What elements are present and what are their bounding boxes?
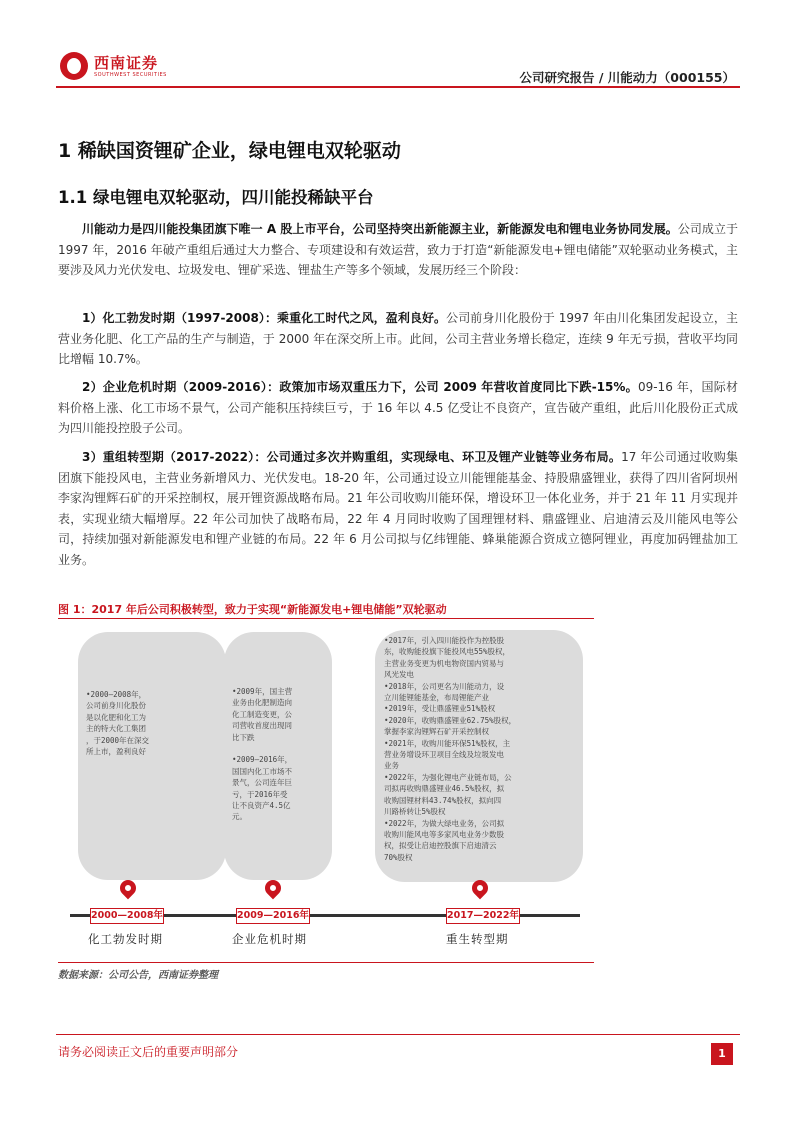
paragraph-stage-2-body: 09-16 年，国际材料价格上涨、化工市场不景气，公司产能积压持续巨亏，于 16 年以 4.5 亿受让不良资产，宣告破产重组，此后川化股份正式成为四川能投控股子公司。: [58, 380, 739, 435]
location-pin-icon: [262, 877, 285, 900]
page-number: 1: [711, 1043, 733, 1065]
stage-label-1: 化工勃发时期: [88, 932, 163, 946]
paragraph-stage-2-lead: 2）企业危机时期（2009-2016）：政策加市场双重压力下，公司 2009 年营收首度同比下跌-15%。: [82, 380, 638, 394]
figure-top-rule: [58, 618, 594, 619]
paragraph-stage-2: [58, 377, 738, 439]
section-heading: 1 稀缺国资锂矿企业，绿电锂电双轮驱动: [58, 140, 401, 162]
stage-card-3-text: •2017年，引入四川能投作为控股股 东，收购能投旗下能投风电55%股权， 主营业务变更为机电物资国内贸易与 风光发电 •2018年，公司更名为川能动力，设 立川能锂能基金，布局锂能产业 •2019年，受让鼎盛锂业51%股权 •2020年，收购鼎盛锂业62.75%股权， 掌握李家沟锂辉石矿开采控制权 •2021年，收购川能环保51%股权，主 营业务增设环卫项目全线及垃圾发电 业务 •2022年，为强化锂电产业链布局，公 司拟再收购鼎盛锂业46.5%股权，拟 收购国锂材料43.74%股权，拟向四 川路桥转让5%股权 •2022年，为做大绿电业务，公司拟 收购川能风电等多家风电业务少数股 权，拟受让启迪控股旗下启迪清云 70%股权: [384, 636, 517, 862]
company-logo: [60, 50, 220, 82]
stage-year-2: 2009—2016年: [236, 908, 310, 924]
stage-year-1: 2000—2008年: [90, 908, 164, 924]
footer-disclaimer: 请务必阅读正文后的重要声明部分: [58, 1045, 239, 1059]
stage-card-2-text: •2009年，国主营 业务由化肥制造向 化工制造变更，公 司营收首度出现同 比下跌 •2009—2016年， 国国内化工市场不 景气，公司连年巨 亏，于2016年受 让不良资产4.5亿 元。: [232, 687, 293, 822]
logo-cn: 西南证券: [94, 54, 159, 72]
figure-title: 图 1：2017 年后公司积极转型，致力于实现“新能源发电+锂电储能”双轮驱动: [58, 603, 447, 616]
paragraph-stage-3-lead: 3）重组转型期（2017-2022）：公司通过多次并购重组，实现绿电、环卫及锂产业链等业务布局。: [82, 450, 622, 464]
location-pin-icon: [117, 877, 140, 900]
paragraph-stage-1-body: 公司前身川化股份于 1997 年由川化集团发起设立，主营业务化肥、化工产品的生产与制造，于 2000 年在深交所上市。此间，公司主营业务增长稳定，连续 9 年无亏损，营收平均同比增幅 10.7%。: [58, 311, 739, 366]
paragraph-stage-3-body: 17 年公司通过收购集团旗下能投风电，主营业务新增风力、光伏发电。18-20 年，公司通过设立川能锂能基金、持股鼎盛锂业，获得了四川省阿坝州李家沟锂辉石矿的开采控制权，展开锂资源战略布局。21 年公司收购川能环保，增设环卫一体化业务，并于 21 年 11 月实现并表，实现业绩大幅增厚。22 年公司加快了战略布局，22 年 4 月同时收购了国理锂材料、鼎盛锂业、启迪清云及川能风电等公司，持续加强对新能源发电和锂产业链的布局。22 年 6 月公司拟与亿纬锂能、蜂巢能源合资成立德阿锂业，再度加码锂盐加工业务。: [58, 450, 738, 567]
figure-bottom-rule: [58, 962, 594, 963]
paragraph-intro-lead: 川能动力是四川能投集团旗下唯一 A 股上市平台，公司坚持突出新能源主业，新能源发电和锂电业务协同发展。: [82, 222, 678, 236]
stage-year-3: 2017—2022年: [446, 908, 520, 924]
paragraph-stage-3: [58, 447, 738, 570]
paragraph-intro-body: 公司成立于 1997 年，2016 年破产重组后通过大力整合、专项建设和有效运营，致力于打造“新能源发电+锂电储能”双轮驱动业务模式，主要涉及风力光伏发电、垃圾发电、锂矿采选、锂盐生产等多个领域，发展历经三个阶段：: [58, 222, 738, 277]
figure-source: 数据来源：公司公告，西南证券整理: [58, 970, 218, 981]
header-divider: [56, 86, 740, 88]
stage-card-1-text: •2000—2008年， 公司前身川化股份 是以化肥和化工为 主的特大化工集团 ，于2000年在深交 所上市，盈利良好: [86, 690, 150, 757]
logo-mark-icon: [60, 52, 88, 80]
paragraph-stage-1-lead: 1）化工勃发时期（1997-2008）：乘重化工时代之风，盈利良好。: [82, 311, 447, 325]
paragraph-stage-1: [58, 308, 738, 370]
footer-divider: [56, 1034, 740, 1035]
stage-label-3: 重生转型期: [446, 932, 509, 946]
stage-label-2: 企业危机时期: [232, 932, 307, 946]
paragraph-intro: [58, 219, 738, 281]
subsection-heading: 1.1 绿电锂电双轮驱动，四川能投稀缺平台: [58, 188, 374, 207]
report-label: 公司研究报告 / 川能动力（000155）: [519, 70, 735, 85]
logo-en: SOUTHWEST SECURITIES: [94, 72, 167, 78]
